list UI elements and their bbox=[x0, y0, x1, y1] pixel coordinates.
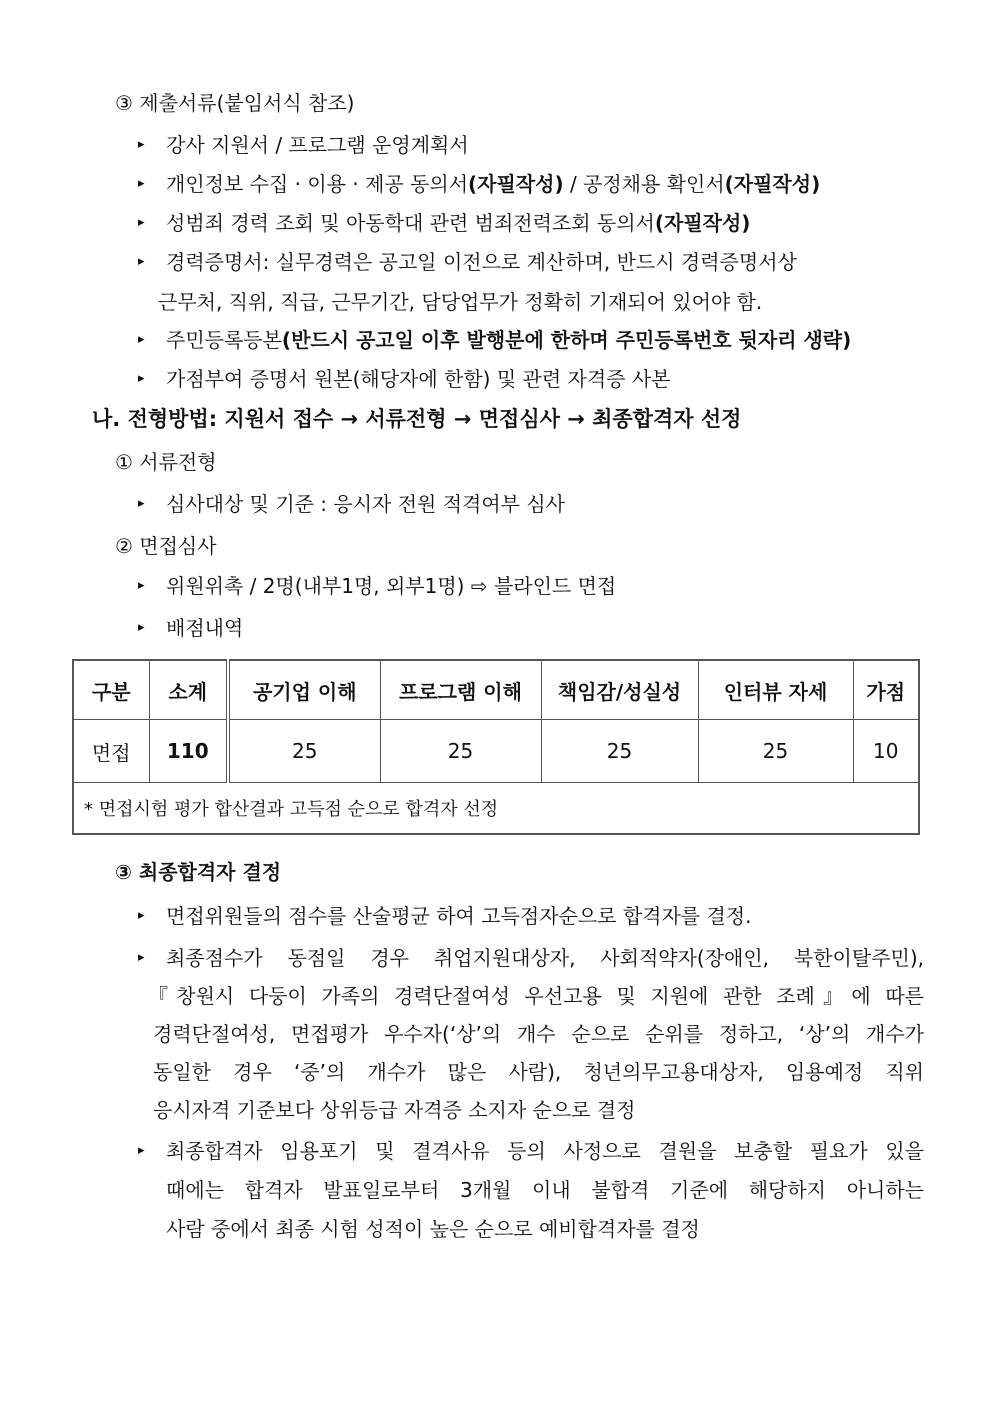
handwritten-note: (자필작성) bbox=[468, 172, 564, 196]
handwritten-note: (자필작성) bbox=[654, 211, 751, 235]
docs-item-text: 강사 지원서 / 프로그램 운영계획서 bbox=[166, 133, 469, 157]
docs-item bbox=[138, 131, 469, 161]
docs-item-text: 성범죄 경력 조회 및 아동학대 관련 범죄전력조회 동의서 bbox=[166, 211, 655, 235]
table-cell: 110 bbox=[149, 720, 228, 783]
bullet-icon: ▸ bbox=[138, 949, 145, 965]
bullet-icon: ▸ bbox=[138, 175, 145, 191]
final-item-2-line4: 동일한 경우 ‘중’의 개수가 많은 사람), 청년의무고용대상자, 임용예정 직위 bbox=[153, 1060, 924, 1084]
docs-item-text: / 공정채용 확인서 bbox=[563, 172, 725, 196]
document-screening-title: ① 서류전형 bbox=[115, 450, 217, 474]
docs-item bbox=[138, 209, 750, 239]
interview-title: ② 면접심사 bbox=[115, 534, 217, 558]
item-text: 심사대상 및 기준 : 응시자 전원 적격여부 심사 bbox=[166, 492, 565, 516]
bullet-icon: ▸ bbox=[138, 253, 145, 269]
interview-item bbox=[138, 572, 616, 602]
handwritten-note: (자필작성) bbox=[724, 172, 821, 196]
bullet-icon: ▸ bbox=[138, 136, 145, 152]
table-row bbox=[73, 720, 919, 783]
item-text: 최종합격자 임용포기 및 결격사유 등의 사정으로 결원을 보충할 필요가 있을 bbox=[166, 1139, 924, 1163]
table-note: * 면접시험 평가 합산결과 고득점 순으로 합격자 선정 bbox=[73, 783, 919, 835]
item-text: 면접위원들의 점수를 산술평균 하여 고득점자순으로 합격자를 결정. bbox=[166, 904, 752, 928]
docs-item-career-cont: 근무처, 직위, 직급, 근무기간, 담당업무가 정확히 기재되어 있어야 함. bbox=[158, 290, 763, 314]
bullet-icon: ▸ bbox=[138, 331, 145, 347]
final-item bbox=[138, 902, 751, 932]
docs-section-title: ③ 제출서류(붙임서식 참조) bbox=[115, 91, 355, 115]
final-item-2-line3: 경력단절여성, 면접평가 우수자(‘상’의 개수 순으로 순위를 정하고, ‘상’의 개수가 bbox=[153, 1022, 924, 1046]
table-header-cell: 책임감/성실성 bbox=[541, 660, 698, 720]
document-screening-item bbox=[138, 490, 565, 520]
docs-item-note: (반드시 공고일 이후 발행분에 한하며 주민등록번호 뒷자리 생략) bbox=[281, 328, 852, 352]
docs-item bbox=[138, 365, 670, 395]
table-cell: 25 bbox=[698, 720, 853, 783]
final-item-2-line5: 응시자격 기준보다 상위등급 자격증 소지자 순으로 결정 bbox=[153, 1098, 636, 1122]
docs-item-text: 경력증명서: 실무경력은 공고일 이전으로 계산하며, 반드시 경력증명서상 bbox=[166, 250, 797, 274]
docs-item bbox=[138, 170, 820, 200]
table-note-row bbox=[73, 783, 919, 835]
table-header-cell: 구분 bbox=[73, 660, 149, 720]
docs-item-career bbox=[138, 243, 894, 283]
final-item-3-line3: 사람 중에서 최종 시험 성적이 높은 순으로 예비합격자를 결정 bbox=[166, 1217, 700, 1241]
item-text: 배점내역 bbox=[166, 616, 244, 640]
table-header-row bbox=[73, 660, 919, 720]
final-item-2-line1 bbox=[138, 939, 924, 979]
docs-item bbox=[138, 326, 851, 356]
bullet-icon: ▸ bbox=[138, 619, 145, 635]
item-text: 최종점수가 동점일 경우 취업지원대상자, 사회적약자(장애인, 북한이탈주민), bbox=[166, 946, 924, 970]
final-item-3-line1 bbox=[138, 1132, 924, 1172]
table-header-cell: 소계 bbox=[149, 660, 228, 720]
bullet-icon: ▸ bbox=[138, 577, 145, 593]
table-cell: 25 bbox=[380, 720, 541, 783]
bullet-icon: ▸ bbox=[138, 907, 145, 923]
table-header-cell: 인터뷰 자세 bbox=[698, 660, 853, 720]
table-cell: 25 bbox=[228, 720, 380, 783]
final-section-title: ③ 최종합격자 결정 bbox=[115, 860, 282, 884]
table-cell: 면접 bbox=[73, 720, 149, 783]
item-text: 위원위촉 / 2명(내부1명, 외부1명) ⇨ 블라인드 면접 bbox=[166, 574, 617, 598]
final-item-3-line2: 때에는 합격자 발표일로부터 3개월 이내 불합격 기준에 해당하지 아니하는 bbox=[166, 1178, 924, 1202]
bullet-icon: ▸ bbox=[138, 495, 145, 511]
table-header-cell: 공기업 이해 bbox=[228, 660, 380, 720]
bullet-icon: ▸ bbox=[138, 214, 145, 230]
table-cell: 10 bbox=[853, 720, 919, 783]
table-header-cell: 가점 bbox=[853, 660, 919, 720]
docs-item-text: 가점부여 증명서 원본(해당자에 한함) 및 관련 자격증 사본 bbox=[166, 367, 671, 391]
interview-item bbox=[138, 614, 243, 644]
docs-item-text: 주민등록등본 bbox=[166, 328, 282, 352]
table-header-cell: 프로그램 이해 bbox=[380, 660, 541, 720]
selection-method-heading: 나. 전형방법: 지원서 접수 → 서류전형 → 면접심사 → 최종합격자 선정 bbox=[92, 407, 742, 431]
bullet-icon: ▸ bbox=[138, 370, 145, 386]
final-item-2-line2: 『창원시 다둥이 가족의 경력단절여성 우선고용 및 지원에 관한 조례』에 따른 bbox=[148, 984, 924, 1008]
score-table bbox=[72, 659, 920, 835]
table-cell: 25 bbox=[541, 720, 698, 783]
docs-item-text: 개인정보 수집 · 이용 · 제공 동의서 bbox=[166, 172, 469, 196]
bullet-icon: ▸ bbox=[138, 1142, 145, 1158]
